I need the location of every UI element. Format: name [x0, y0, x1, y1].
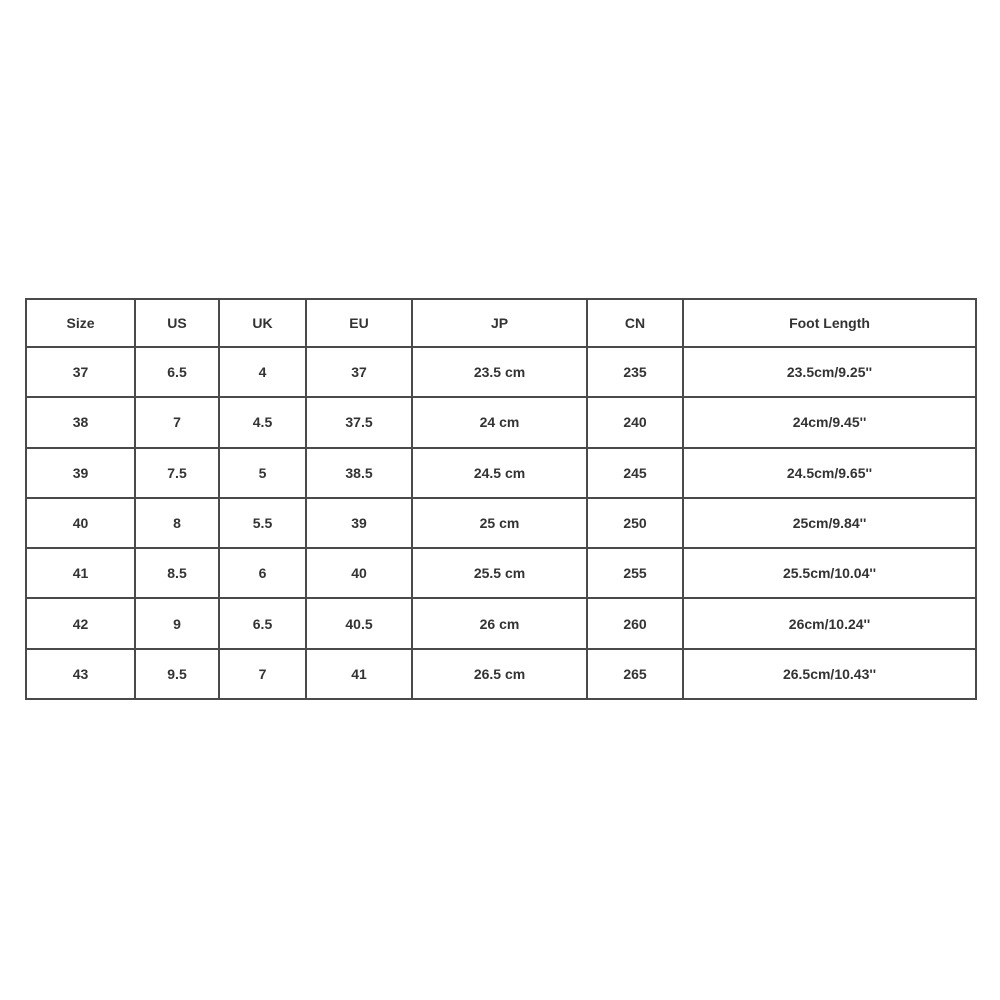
cell-foot-length: 25cm/9.84''	[683, 498, 976, 548]
cell-us: 6.5	[135, 347, 219, 397]
cell-cn: 250	[587, 498, 683, 548]
cell-size: 42	[26, 598, 135, 648]
cell-size: 40	[26, 498, 135, 548]
cell-jp: 23.5 cm	[412, 347, 587, 397]
cell-uk: 5.5	[219, 498, 306, 548]
size-chart-table	[25, 298, 977, 700]
cell-cn: 260	[587, 598, 683, 648]
cell-foot-length: 24.5cm/9.65''	[683, 448, 976, 498]
table-row	[26, 347, 976, 397]
table-row	[26, 448, 976, 498]
header-row	[26, 299, 976, 347]
cell-cn: 265	[587, 649, 683, 699]
header-us: US	[135, 299, 219, 347]
cell-eu: 40	[306, 548, 412, 598]
cell-size: 43	[26, 649, 135, 699]
header-eu: EU	[306, 299, 412, 347]
header-size: Size	[26, 299, 135, 347]
cell-jp: 26 cm	[412, 598, 587, 648]
header-foot-length: Foot Length	[683, 299, 976, 347]
cell-eu: 37	[306, 347, 412, 397]
cell-uk: 4	[219, 347, 306, 397]
cell-uk: 6.5	[219, 598, 306, 648]
cell-size: 37	[26, 347, 135, 397]
cell-cn: 235	[587, 347, 683, 397]
cell-jp: 26.5 cm	[412, 649, 587, 699]
table-row	[26, 397, 976, 447]
cell-foot-length: 24cm/9.45''	[683, 397, 976, 447]
cell-uk: 7	[219, 649, 306, 699]
cell-foot-length: 26.5cm/10.43''	[683, 649, 976, 699]
cell-uk: 5	[219, 448, 306, 498]
cell-jp: 24 cm	[412, 397, 587, 447]
cell-foot-length: 26cm/10.24''	[683, 598, 976, 648]
cell-uk: 4.5	[219, 397, 306, 447]
cell-cn: 240	[587, 397, 683, 447]
table-row	[26, 498, 976, 548]
header-uk: UK	[219, 299, 306, 347]
cell-jp: 24.5 cm	[412, 448, 587, 498]
cell-eu: 40.5	[306, 598, 412, 648]
header-jp: JP	[412, 299, 587, 347]
table-row	[26, 548, 976, 598]
cell-us: 9	[135, 598, 219, 648]
cell-jp: 25.5 cm	[412, 548, 587, 598]
table-row	[26, 598, 976, 648]
cell-us: 7	[135, 397, 219, 447]
cell-foot-length: 23.5cm/9.25''	[683, 347, 976, 397]
header-cn: CN	[587, 299, 683, 347]
cell-us: 7.5	[135, 448, 219, 498]
cell-size: 38	[26, 397, 135, 447]
cell-us: 8	[135, 498, 219, 548]
cell-us: 8.5	[135, 548, 219, 598]
cell-cn: 255	[587, 548, 683, 598]
cell-foot-length: 25.5cm/10.04''	[683, 548, 976, 598]
cell-eu: 41	[306, 649, 412, 699]
cell-cn: 245	[587, 448, 683, 498]
cell-size: 41	[26, 548, 135, 598]
table-row	[26, 649, 976, 699]
cell-eu: 38.5	[306, 448, 412, 498]
cell-eu: 37.5	[306, 397, 412, 447]
cell-uk: 6	[219, 548, 306, 598]
cell-size: 39	[26, 448, 135, 498]
cell-us: 9.5	[135, 649, 219, 699]
cell-jp: 25 cm	[412, 498, 587, 548]
cell-eu: 39	[306, 498, 412, 548]
